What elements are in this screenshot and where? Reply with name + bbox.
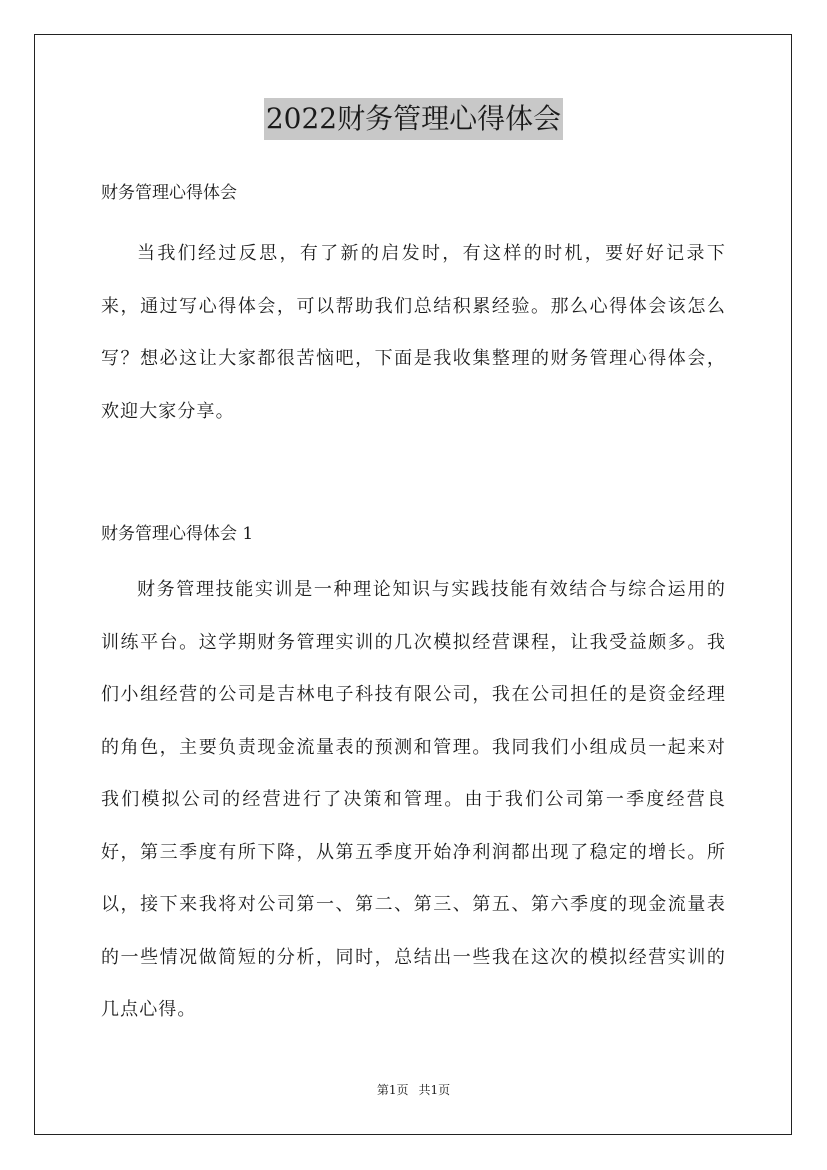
- section-1-paragraph: 财务管理技能实训是一种理论知识与实践技能有效结合与综合运用的训练平台。这学期财务管理实训的几次模拟经营课程，让我受益颇多。我们小组经营的公司是吉林电子科技有限公司，我在公司担任的是资金经理的角色，主要负责现金流量表的预测和管理。我同我们小组成员一起来对我们模拟公司的经营进行了决策和管理。由于我们公司第一季度经营良好，第三季度有所下降，从第五季度开始净利润都出现了稳定的增长。所以，接下来我将对公司第一、第二、第三、第五、第六季度的现金流量表的一些情况做简短的分析，同时，总结出一些我在这次的模拟经营实训的几点心得。: [101, 579, 726, 1020]
- page-footer: [0, 1080, 827, 1100]
- title-container: [0, 98, 827, 140]
- document-body: [101, 174, 726, 1037]
- page-number-total: 共1页: [418, 1083, 451, 1097]
- intro-paragraph: 当我们经过反思，有了新的启发时，有这样的时机，要好好记录下来，通过写心得体会，可以帮助我们总结积累经验。那么心得体会该怎么写？想必这让大家都很苦恼吧，下面是我收集整理的财务管理心得体会，欢迎大家分享。: [101, 243, 726, 422]
- document-title: 2022财务管理心得体会: [264, 98, 563, 140]
- page-number-current: 第1页: [376, 1083, 409, 1097]
- section-1-heading: 财务管理心得体会 1: [101, 524, 254, 544]
- intro-heading: 财务管理心得体会: [101, 183, 237, 203]
